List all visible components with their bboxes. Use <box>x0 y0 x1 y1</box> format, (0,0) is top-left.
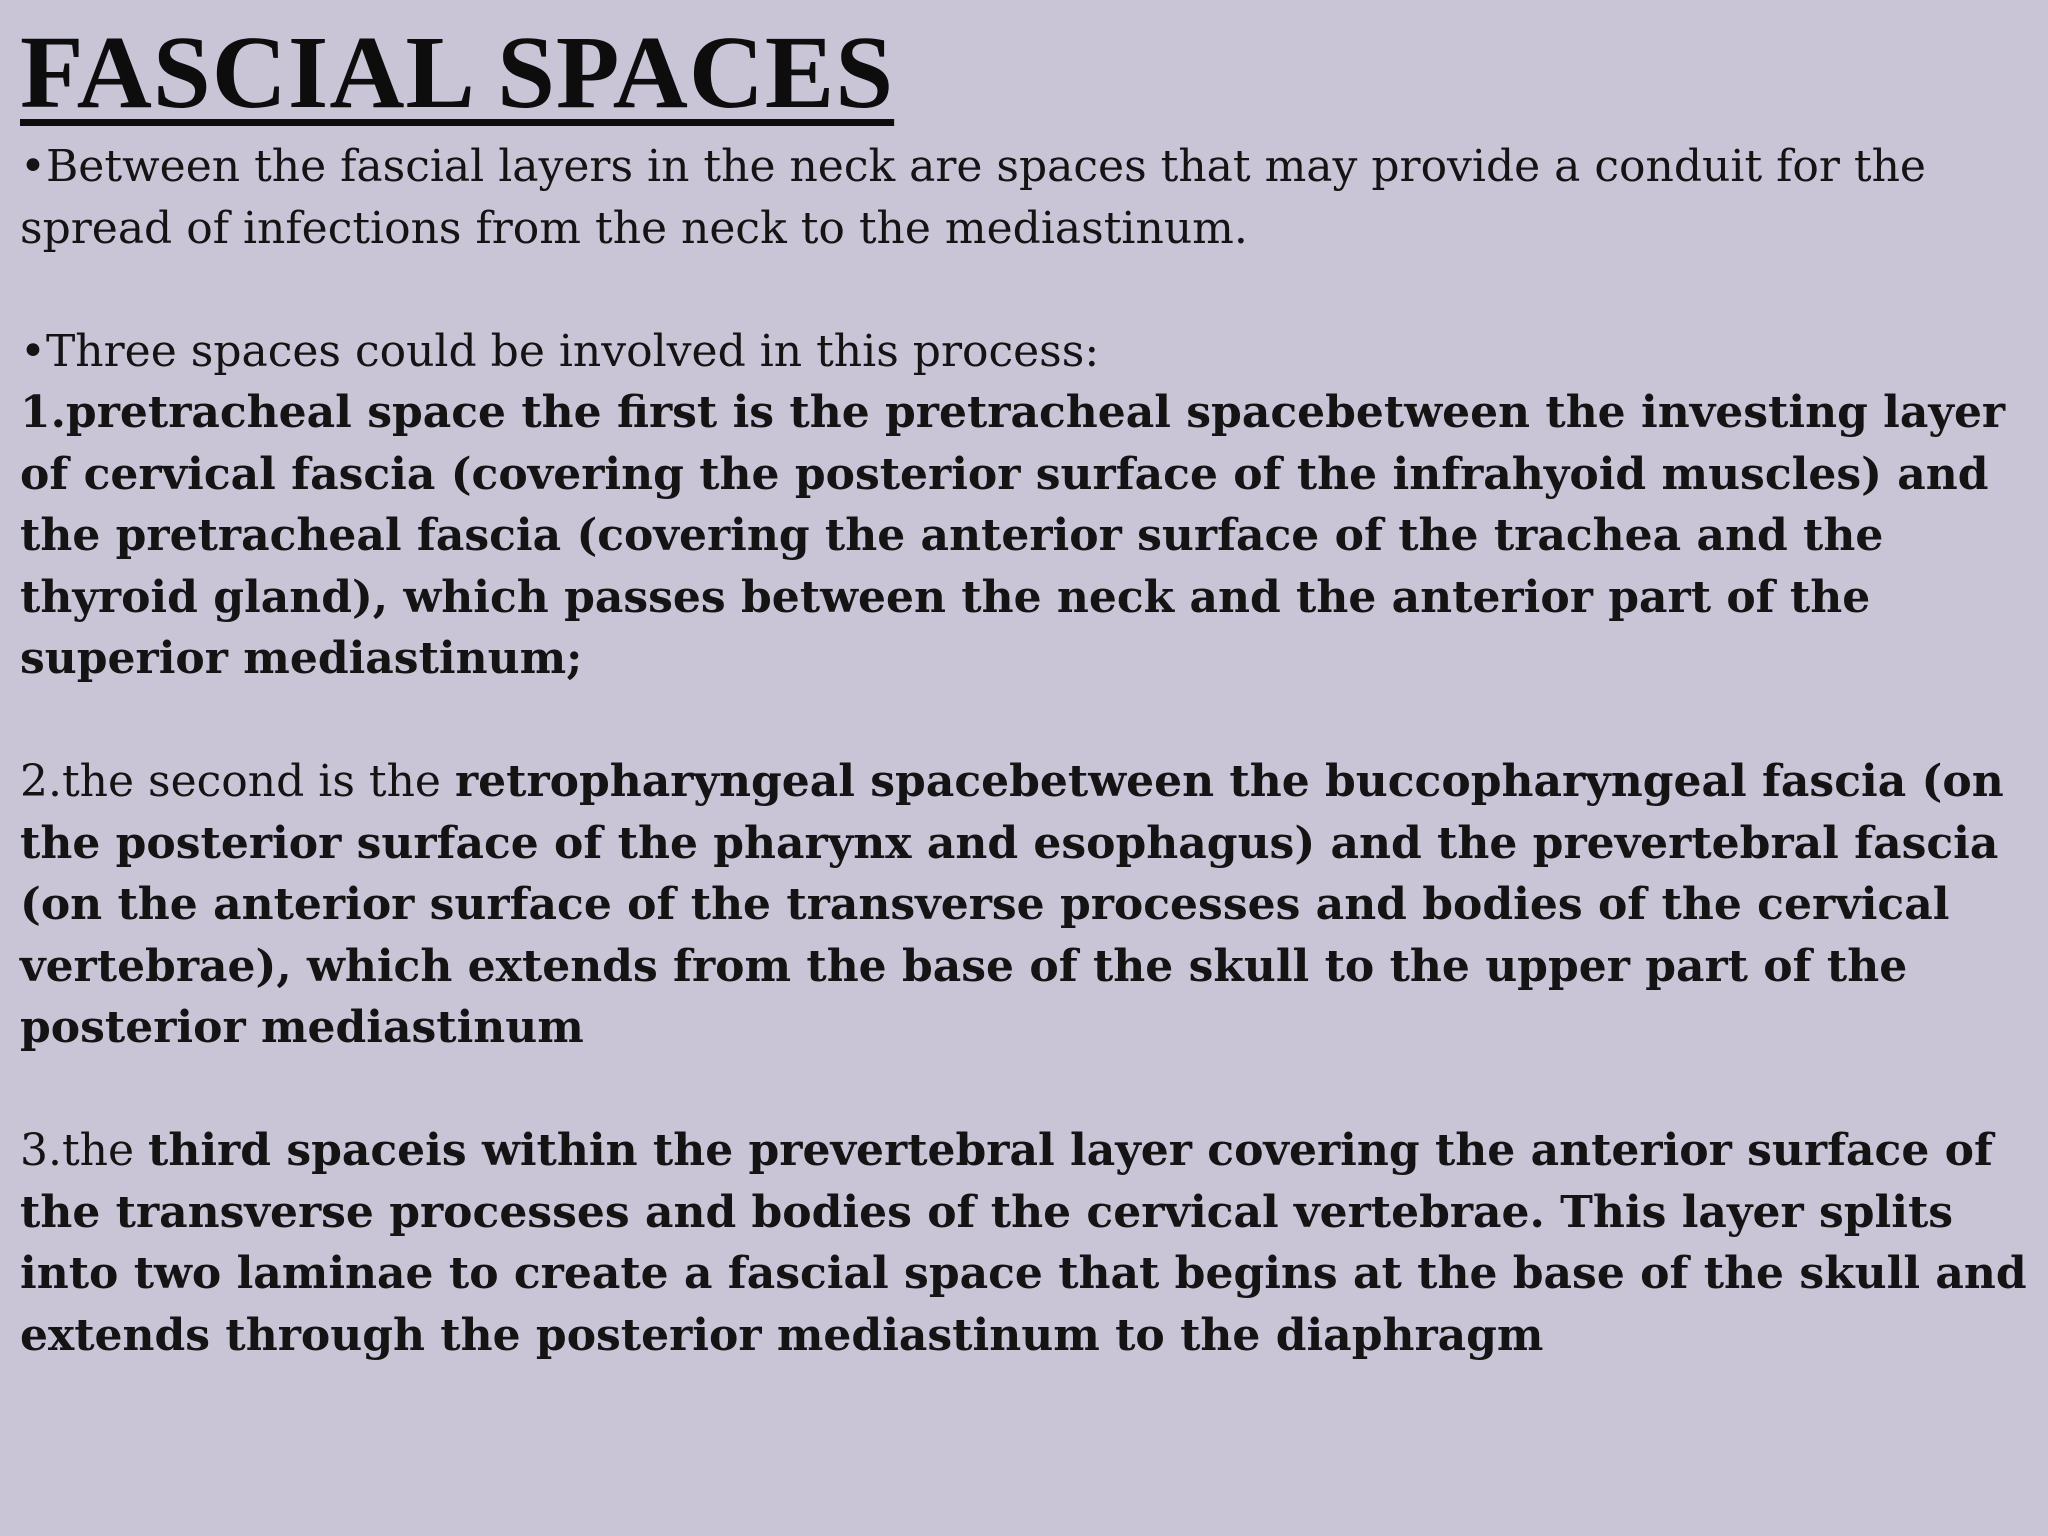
intro-text: Between the fascial layers in the neck are spaces that may provide a conduit for the spread of infections from the neck to the mediastinum. <box>20 141 1926 254</box>
bullet-icon: • <box>20 141 46 192</box>
involved-paragraph <box>20 321 2030 383</box>
spacer <box>20 690 2030 752</box>
spacer <box>20 1059 2030 1121</box>
slide-title: FASCIAL SPACES <box>20 15 895 130</box>
item-1-paragraph <box>20 382 2030 690</box>
item-1-text: 1.pretracheal space the first is the pretracheal spacebetween the investing layer of cervical fascia (covering the posterior surface of the infrahyoid muscles) and the pretracheal fascia (covering the anterior surface of the trachea and the thyroid gland), which passes between the neck and the anterior part of the superior mediastinum; <box>20 387 2006 684</box>
item-3-paragraph <box>20 1120 2030 1366</box>
item-3-prefix: 3.the <box>20 1125 149 1176</box>
item-2-text: retropharyngeal spacebetween the buccopharyngeal fascia (on the posterior surface of the pharynx and esophagus) and the prevertebral fascia (on the anterior surface of the transverse processes and bodies of the cervical vertebrae), which extends from the base of the skull to the upper part of the posterior mediastinum <box>20 756 2004 1053</box>
slide-body <box>20 136 2030 1366</box>
item-2-prefix: 2.the second is the <box>20 756 455 807</box>
intro-paragraph <box>20 136 2030 259</box>
involved-text: Three spaces could be involved in this process: <box>45 325 1100 377</box>
spacer <box>20 259 2030 321</box>
bullet-icon: • <box>20 325 46 377</box>
item-2-paragraph <box>20 751 2030 1059</box>
item-3-text: third spaceis within the prevertebral layer covering the anterior surface of the transverse processes and bodies of the cervical vertebrae. This layer splits into two laminae to create a fascial space that begins at the base of the skull and extends through the posterior mediastinum to the diaphragm <box>20 1125 2027 1361</box>
